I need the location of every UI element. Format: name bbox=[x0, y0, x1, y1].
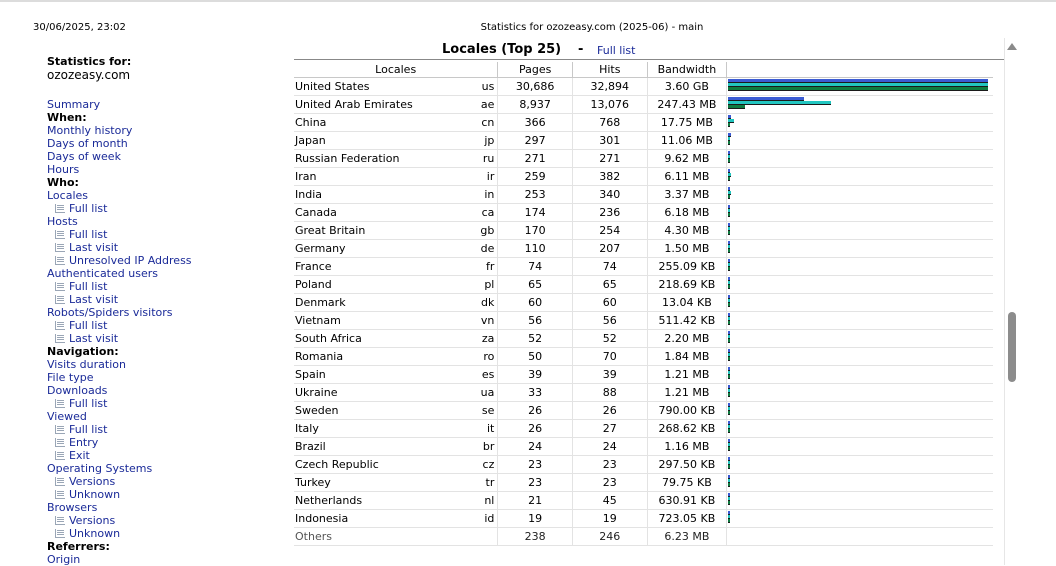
bar-cell bbox=[727, 294, 993, 312]
table-row bbox=[294, 438, 993, 456]
bandwidth-value: 2.20 MB bbox=[647, 330, 727, 348]
menu-link-label: Last visit bbox=[69, 241, 119, 254]
bar-cell bbox=[727, 240, 993, 258]
bar-cell bbox=[727, 258, 993, 276]
bandwidth-value: 79.75 KB bbox=[647, 474, 727, 492]
menu-link-visits-duration[interactable]: Visits duration bbox=[47, 358, 126, 371]
hits-value: 768 bbox=[572, 114, 647, 132]
locale-code: in bbox=[479, 186, 498, 204]
table-row bbox=[294, 474, 993, 492]
bandwidth-value: 247.43 MB bbox=[647, 96, 727, 114]
pages-value: 271 bbox=[498, 150, 573, 168]
locale-name: Indonesia bbox=[294, 510, 479, 528]
table-row bbox=[294, 402, 993, 420]
site-domain: ozozeasy.com bbox=[47, 68, 131, 82]
document-list-icon bbox=[55, 477, 65, 486]
table-row bbox=[294, 420, 993, 438]
hits-value: 60 bbox=[572, 294, 647, 312]
bar-cell bbox=[727, 384, 993, 402]
pages-value: 297 bbox=[498, 132, 573, 150]
pages-value: 259 bbox=[498, 168, 573, 186]
document-list-icon bbox=[55, 256, 65, 265]
bar-cell bbox=[727, 114, 993, 132]
pages-value: 60 bbox=[498, 294, 573, 312]
section-title: Locales (Top 25) bbox=[442, 42, 562, 57]
table-row bbox=[294, 510, 993, 528]
print-date: 30/06/2025, 23:02 bbox=[33, 22, 126, 33]
bar-cell bbox=[727, 456, 993, 474]
menu-link-hosts-last-visit[interactable] bbox=[47, 241, 287, 254]
scroll-thumb[interactable] bbox=[1008, 312, 1016, 382]
pages-value: 110 bbox=[498, 240, 573, 258]
locale-code: tr bbox=[479, 474, 498, 492]
bandwidth-bar bbox=[728, 321, 730, 325]
pages-value: 30,686 bbox=[498, 78, 573, 96]
locale-name: Czech Republic bbox=[294, 456, 479, 474]
document-list-icon bbox=[55, 529, 65, 538]
locale-code: us bbox=[479, 78, 498, 96]
bandwidth-value: 6.18 MB bbox=[647, 204, 727, 222]
bandwidth-bar bbox=[728, 339, 730, 343]
pages-value: 26 bbox=[498, 420, 573, 438]
pages-value: 50 bbox=[498, 348, 573, 366]
menu-link-viewed-entry[interactable] bbox=[47, 436, 287, 449]
menu-heading-referrers: Referrers: bbox=[47, 540, 110, 553]
table-row bbox=[294, 258, 993, 276]
locale-name: Denmark bbox=[294, 294, 479, 312]
bandwidth-bar bbox=[728, 465, 730, 469]
menu-link-downloads[interactable]: Downloads bbox=[47, 384, 108, 397]
bandwidth-value: 1.50 MB bbox=[647, 240, 727, 258]
bandwidth-bar bbox=[728, 87, 988, 91]
bar-cell bbox=[727, 348, 993, 366]
pages-value: 65 bbox=[498, 276, 573, 294]
table-header-row bbox=[294, 62, 993, 78]
hits-value: 88 bbox=[572, 384, 647, 402]
bandwidth-bar bbox=[728, 429, 730, 433]
bar-cell bbox=[727, 132, 993, 150]
bandwidth-bar bbox=[728, 141, 730, 145]
hits-value: 236 bbox=[572, 204, 647, 222]
document-list-icon bbox=[55, 516, 65, 525]
menu-link-operating-systems[interactable]: Operating Systems bbox=[47, 462, 153, 475]
document-list-icon bbox=[55, 321, 65, 330]
pages-value: 19 bbox=[498, 510, 573, 528]
menu-link-locales[interactable]: Locales bbox=[47, 189, 89, 202]
locale-code: ca bbox=[479, 204, 498, 222]
menu-heading-when: When: bbox=[47, 111, 87, 124]
hits-value: 39 bbox=[572, 366, 647, 384]
document-list-icon bbox=[55, 490, 65, 499]
vertical-scrollbar[interactable] bbox=[1004, 38, 1019, 565]
bandwidth-value: 630.91 KB bbox=[647, 492, 727, 510]
bandwidth-bar bbox=[728, 303, 730, 307]
bar-cell bbox=[727, 204, 993, 222]
print-title bbox=[0, 22, 1056, 33]
hits-value: 19 bbox=[572, 510, 647, 528]
locale-code: ua bbox=[479, 384, 498, 402]
table-row bbox=[294, 276, 993, 294]
document-list-icon bbox=[55, 334, 65, 343]
stats-for-label: Statistics for: bbox=[47, 55, 132, 68]
document-list-icon bbox=[55, 204, 65, 213]
menu-heading-who: Who: bbox=[47, 176, 79, 189]
hits-value: 45 bbox=[572, 492, 647, 510]
bar-cell bbox=[727, 492, 993, 510]
hits-value: 52 bbox=[572, 330, 647, 348]
document-list-icon bbox=[55, 295, 65, 304]
document-list-icon bbox=[55, 399, 65, 408]
locale-code: ir bbox=[479, 168, 498, 186]
left-menu bbox=[47, 55, 287, 566]
hits-value: 27 bbox=[572, 420, 647, 438]
col-bars bbox=[727, 62, 993, 78]
document-list-icon bbox=[55, 230, 65, 239]
locale-name: Turkey bbox=[294, 474, 479, 492]
hits-value: 207 bbox=[572, 240, 647, 258]
bar-cell bbox=[727, 402, 993, 420]
menu-link-os-unknown[interactable] bbox=[47, 488, 287, 501]
document-list-icon bbox=[55, 451, 65, 460]
bandwidth-bar bbox=[728, 195, 730, 199]
locale-code: se bbox=[479, 402, 498, 420]
locale-code: ae bbox=[479, 96, 498, 114]
bandwidth-bar bbox=[728, 285, 730, 289]
locale-name: Vietnam bbox=[294, 312, 479, 330]
menu-link-downloads-full-list[interactable] bbox=[47, 397, 287, 410]
bandwidth-bar bbox=[728, 105, 745, 109]
bandwidth-bar bbox=[728, 177, 730, 181]
menu-link-label: Entry bbox=[69, 436, 99, 449]
bandwidth-bar bbox=[728, 231, 730, 235]
menu-link-label: Unresolved IP Address bbox=[69, 254, 192, 267]
menu-spacer bbox=[47, 82, 287, 98]
bandwidth-value: 1.21 MB bbox=[647, 384, 727, 402]
menu-heading-navigation: Navigation: bbox=[47, 345, 119, 358]
table-row bbox=[294, 78, 993, 96]
others-row bbox=[294, 528, 993, 546]
locale-name: Great Britain bbox=[294, 222, 479, 240]
locale-name: Russian Federation bbox=[294, 150, 479, 168]
locale-code: br bbox=[479, 438, 498, 456]
col-bandwidth: Bandwidth bbox=[647, 62, 727, 78]
locale-name: France bbox=[294, 258, 479, 276]
locale-code: vn bbox=[479, 312, 498, 330]
locale-name: Netherlands bbox=[294, 492, 479, 510]
table-row bbox=[294, 456, 993, 474]
bandwidth-value: 790.00 KB bbox=[647, 402, 727, 420]
locale-code: id bbox=[479, 510, 498, 528]
document-list-icon bbox=[55, 243, 65, 252]
locale-code: nl bbox=[479, 492, 498, 510]
pages-value: 174 bbox=[498, 204, 573, 222]
others-hits: 246 bbox=[572, 528, 647, 546]
locale-code: ro bbox=[479, 348, 498, 366]
bandwidth-bar bbox=[728, 123, 730, 127]
bar-cell bbox=[727, 168, 993, 186]
locale-name: United Arab Emirates bbox=[294, 96, 479, 114]
document-list-icon bbox=[55, 438, 65, 447]
bar-cell bbox=[727, 96, 993, 114]
bandwidth-value: 3.60 GB bbox=[647, 78, 727, 96]
hits-value: 32,894 bbox=[572, 78, 647, 96]
bandwidth-value: 723.05 KB bbox=[647, 510, 727, 528]
section-header bbox=[294, 42, 1005, 59]
bar-cell bbox=[727, 420, 993, 438]
pages-value: 24 bbox=[498, 438, 573, 456]
hits-value: 382 bbox=[572, 168, 647, 186]
document-list-icon bbox=[55, 425, 65, 434]
menu-link-hosts-unresolved-ip[interactable] bbox=[47, 254, 287, 267]
menu-link-locales-full-list[interactable] bbox=[47, 202, 287, 215]
hits-value: 23 bbox=[572, 474, 647, 492]
menu-link-label: Unknown bbox=[69, 527, 121, 540]
menu-link-auth-full-list[interactable] bbox=[47, 280, 287, 293]
bar-cell bbox=[727, 474, 993, 492]
document-list-icon bbox=[55, 282, 65, 291]
top-border bbox=[0, 0, 1056, 2]
pages-value: 21 bbox=[498, 492, 573, 510]
col-hits: Hits bbox=[572, 62, 647, 78]
menu-items bbox=[47, 98, 287, 566]
locale-name: United States bbox=[294, 78, 479, 96]
locale-code: es bbox=[479, 366, 498, 384]
locale-code: za bbox=[479, 330, 498, 348]
locale-name: Canada bbox=[294, 204, 479, 222]
bandwidth-value: 1.84 MB bbox=[647, 348, 727, 366]
bandwidth-value: 511.42 KB bbox=[647, 312, 727, 330]
locale-code: ru bbox=[479, 150, 498, 168]
table-row bbox=[294, 204, 993, 222]
locale-code: dk bbox=[479, 294, 498, 312]
section-rule bbox=[294, 59, 1005, 60]
bar-cell bbox=[727, 222, 993, 240]
pages-value: 56 bbox=[498, 312, 573, 330]
pages-value: 39 bbox=[498, 366, 573, 384]
pages-value: 74 bbox=[498, 258, 573, 276]
menu-link-authenticated-users[interactable]: Authenticated users bbox=[47, 267, 158, 280]
bandwidth-bar bbox=[728, 393, 730, 397]
locales-table bbox=[294, 62, 993, 546]
bandwidth-value: 1.16 MB bbox=[647, 438, 727, 456]
bar-cell bbox=[727, 330, 993, 348]
menu-link-browsers-unknown[interactable] bbox=[47, 527, 287, 540]
bandwidth-bar bbox=[728, 447, 730, 451]
pages-value: 170 bbox=[498, 222, 573, 240]
hits-value: 13,076 bbox=[572, 96, 647, 114]
bandwidth-bar bbox=[728, 159, 730, 163]
locale-name: Romania bbox=[294, 348, 479, 366]
bar-cell bbox=[727, 438, 993, 456]
table-row bbox=[294, 150, 993, 168]
locale-name: Japan bbox=[294, 132, 479, 150]
pages-value: 8,937 bbox=[498, 96, 573, 114]
bandwidth-value: 3.37 MB bbox=[647, 186, 727, 204]
table-row bbox=[294, 114, 993, 132]
section-separator: - bbox=[578, 42, 584, 57]
table-row bbox=[294, 168, 993, 186]
menu-link-label: Versions bbox=[69, 475, 116, 488]
locale-name: Italy bbox=[294, 420, 479, 438]
bar-cell bbox=[727, 510, 993, 528]
table-row bbox=[294, 222, 993, 240]
bandwidth-value: 4.30 MB bbox=[647, 222, 727, 240]
locale-code: fr bbox=[479, 258, 498, 276]
table-row bbox=[294, 348, 993, 366]
locale-code: it bbox=[479, 420, 498, 438]
hits-value: 301 bbox=[572, 132, 647, 150]
table-row bbox=[294, 132, 993, 150]
hits-value: 26 bbox=[572, 402, 647, 420]
bar-cell bbox=[727, 276, 993, 294]
locale-name: Poland bbox=[294, 276, 479, 294]
menu-link-hosts-full-list[interactable] bbox=[47, 228, 287, 241]
menu-link-viewed-full-list[interactable] bbox=[47, 423, 287, 436]
bandwidth-bar bbox=[728, 411, 730, 415]
bandwidth-value: 13.04 KB bbox=[647, 294, 727, 312]
menu-link-label: Last visit bbox=[69, 293, 119, 306]
hits-value: 340 bbox=[572, 186, 647, 204]
pages-value: 23 bbox=[498, 456, 573, 474]
locale-name: Sweden bbox=[294, 402, 479, 420]
bar-cell bbox=[727, 366, 993, 384]
pages-value: 366 bbox=[498, 114, 573, 132]
pages-value: 26 bbox=[498, 402, 573, 420]
menu-link-hosts[interactable]: Hosts bbox=[47, 215, 78, 228]
bandwidth-value: 6.11 MB bbox=[647, 168, 727, 186]
bar-cell bbox=[727, 78, 993, 96]
locale-name: Germany bbox=[294, 240, 479, 258]
bandwidth-bar bbox=[728, 357, 730, 361]
locale-name: Brazil bbox=[294, 438, 479, 456]
menu-link-browsers-versions[interactable] bbox=[47, 514, 287, 527]
bandwidth-bar bbox=[728, 483, 730, 487]
bandwidth-bar bbox=[728, 267, 730, 271]
bandwidth-bar bbox=[728, 375, 730, 379]
locale-code: cn bbox=[479, 114, 498, 132]
menu-link-label: Versions bbox=[69, 514, 116, 527]
bandwidth-value: 9.62 MB bbox=[647, 150, 727, 168]
hits-value: 70 bbox=[572, 348, 647, 366]
bandwidth-value: 11.06 MB bbox=[647, 132, 727, 150]
bandwidth-bar bbox=[728, 213, 730, 217]
scroll-up-arrow-icon[interactable] bbox=[1007, 43, 1017, 50]
hits-value: 74 bbox=[572, 258, 647, 276]
table-row bbox=[294, 330, 993, 348]
menu-link-viewed[interactable]: Viewed bbox=[47, 410, 87, 423]
table-row bbox=[294, 366, 993, 384]
menu-link-robots[interactable]: Robots/Spiders visitors bbox=[47, 306, 173, 319]
pages-value: 253 bbox=[498, 186, 573, 204]
locale-code: cz bbox=[479, 456, 498, 474]
others-bar-cell bbox=[727, 528, 993, 546]
bandwidth-value: 268.62 KB bbox=[647, 420, 727, 438]
bandwidth-value: 17.75 MB bbox=[647, 114, 727, 132]
menu-link-days-of-week[interactable]: Days of week bbox=[47, 150, 121, 163]
menu-link-label: Unknown bbox=[69, 488, 121, 501]
bandwidth-value: 255.09 KB bbox=[647, 258, 727, 276]
menu-link-browsers[interactable]: Browsers bbox=[47, 501, 98, 514]
pages-value: 23 bbox=[498, 474, 573, 492]
hits-value: 271 bbox=[572, 150, 647, 168]
menu-link-os-versions[interactable] bbox=[47, 475, 287, 488]
menu-link-label: Full list bbox=[69, 202, 108, 215]
table-row bbox=[294, 312, 993, 330]
others-pages: 238 bbox=[498, 528, 573, 546]
print-title-text: Statistics for ozozeasy.com (2025-06) - main bbox=[480, 22, 704, 33]
col-pages: Pages bbox=[498, 62, 573, 78]
bar-cell bbox=[727, 312, 993, 330]
menu-link-label: Last visit bbox=[69, 332, 119, 345]
others-label: Others bbox=[294, 528, 479, 546]
table-row bbox=[294, 186, 993, 204]
locale-name: Ukraine bbox=[294, 384, 479, 402]
locale-name: Iran bbox=[294, 168, 479, 186]
locale-code: jp bbox=[479, 132, 498, 150]
menu-link-label: Full list bbox=[69, 423, 108, 436]
bandwidth-value: 1.21 MB bbox=[647, 366, 727, 384]
locale-name: South Africa bbox=[294, 330, 479, 348]
menu-link-monthly-history[interactable]: Monthly history bbox=[47, 124, 133, 137]
bar-cell bbox=[727, 150, 993, 168]
bandwidth-bar bbox=[728, 519, 730, 523]
menu-link-summary[interactable]: Summary bbox=[47, 98, 101, 111]
table-row bbox=[294, 240, 993, 258]
locale-code: pl bbox=[479, 276, 498, 294]
hits-value: 23 bbox=[572, 456, 647, 474]
locale-name: China bbox=[294, 114, 479, 132]
menu-link-file-type[interactable]: File type bbox=[47, 371, 94, 384]
menu-link-days-of-month[interactable]: Days of month bbox=[47, 137, 128, 150]
locale-name: Spain bbox=[294, 366, 479, 384]
menu-link-robots-full-list[interactable] bbox=[47, 319, 287, 332]
table-row bbox=[294, 294, 993, 312]
menu-link-robots-last-visit[interactable] bbox=[47, 332, 287, 345]
bandwidth-value: 297.50 KB bbox=[647, 456, 727, 474]
menu-link-label: Full list bbox=[69, 228, 108, 241]
menu-link-auth-last-visit[interactable] bbox=[47, 293, 287, 306]
bandwidth-bar bbox=[728, 501, 730, 505]
locale-code: gb bbox=[479, 222, 498, 240]
menu-link-label: Exit bbox=[69, 449, 90, 462]
bandwidth-bar bbox=[728, 249, 730, 253]
hits-value: 254 bbox=[572, 222, 647, 240]
full-list-link[interactable]: Full list bbox=[597, 44, 636, 57]
menu-link-hours[interactable]: Hours bbox=[47, 163, 80, 176]
col-locales: Locales bbox=[294, 62, 498, 78]
hits-value: 65 bbox=[572, 276, 647, 294]
others-code bbox=[479, 528, 498, 546]
table-row bbox=[294, 384, 993, 402]
menu-link-origin[interactable]: Origin bbox=[47, 553, 81, 566]
menu-link-label: Full list bbox=[69, 319, 108, 332]
menu-link-label: Full list bbox=[69, 280, 108, 293]
table-row bbox=[294, 492, 993, 510]
pages-value: 52 bbox=[498, 330, 573, 348]
pages-value: 33 bbox=[498, 384, 573, 402]
hits-value: 56 bbox=[572, 312, 647, 330]
locale-name: India bbox=[294, 186, 479, 204]
locale-code: de bbox=[479, 240, 498, 258]
menu-link-label: Full list bbox=[69, 397, 108, 410]
bandwidth-value: 218.69 KB bbox=[647, 276, 727, 294]
bar-cell bbox=[727, 186, 993, 204]
menu-link-viewed-exit[interactable] bbox=[47, 449, 287, 462]
others-bandwidth: 6.23 MB bbox=[647, 528, 727, 546]
hits-value: 24 bbox=[572, 438, 647, 456]
table-row bbox=[294, 96, 993, 114]
